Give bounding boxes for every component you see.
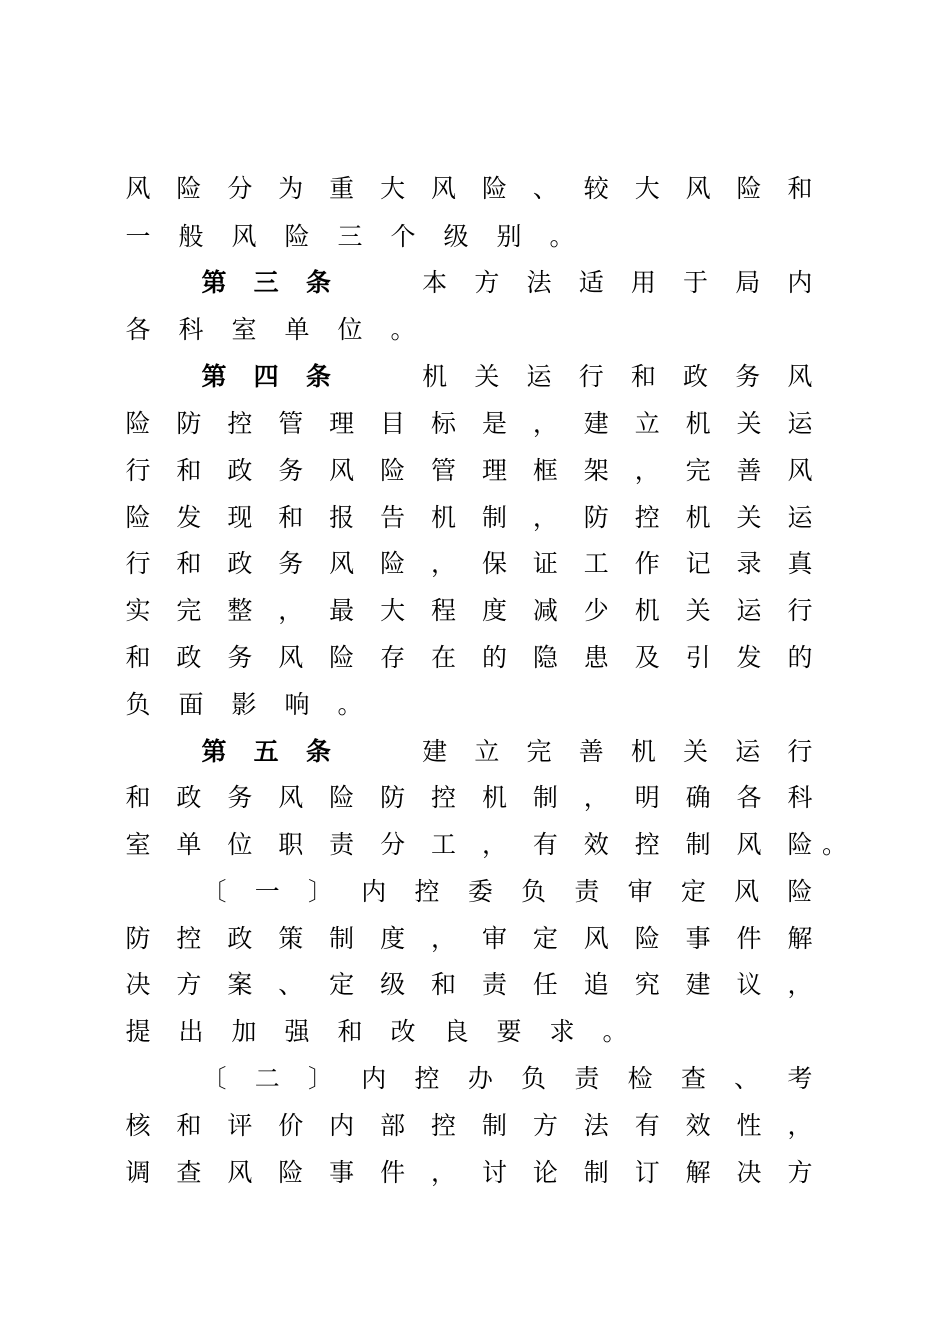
text-char: 讨 — [481, 1158, 507, 1187]
text-char: 标 — [431, 409, 457, 438]
text-char: 强 — [284, 1017, 310, 1046]
text-char: 议 — [736, 970, 762, 999]
text-char: 运 — [735, 737, 761, 766]
text-char: ， — [278, 596, 304, 625]
text-char: 和 — [176, 1111, 202, 1140]
text-char: 务 — [735, 362, 761, 391]
text-char: 较 — [583, 174, 609, 203]
text-char: 防 — [583, 503, 609, 532]
text-char: 。 — [390, 315, 416, 344]
text-char: 防 — [125, 924, 151, 953]
text-char: 政 — [227, 549, 253, 578]
text-char: 和 — [176, 456, 202, 485]
text-char: 控 — [227, 409, 253, 438]
text-char: 建 — [422, 737, 448, 766]
text-char: 事 — [685, 924, 711, 953]
text-char: 改 — [390, 1017, 416, 1046]
text-char: 制 — [481, 1111, 507, 1140]
label-gap — [357, 354, 397, 400]
article-label-char: 条 — [305, 737, 331, 766]
text-char: 险 — [329, 783, 355, 812]
text-char: 追 — [583, 970, 609, 999]
text-char: 查 — [176, 1158, 202, 1187]
text-char: 决 — [125, 970, 151, 999]
text-char: 〕 — [308, 1064, 334, 1093]
text-line — [200, 729, 814, 775]
text-char: 般 — [178, 222, 204, 251]
text-line — [124, 635, 814, 681]
text-char: 防 — [380, 783, 406, 812]
article-label-char: 第 — [201, 362, 227, 391]
text-char: 三 — [337, 222, 363, 251]
text-char: 法 — [583, 1111, 609, 1140]
text-char: 室 — [231, 315, 257, 344]
text-char: 务 — [227, 783, 253, 812]
text-char: 关 — [683, 737, 709, 766]
text-line — [124, 166, 814, 212]
text-char: 运 — [736, 596, 762, 625]
text-line — [124, 822, 814, 868]
text-char: 位 — [337, 315, 363, 344]
text-char: 少 — [583, 596, 609, 625]
text-char: 的 — [787, 643, 813, 672]
text-char: 立 — [474, 737, 500, 766]
text-char: 和 — [787, 174, 813, 203]
text-char: 有 — [634, 1111, 660, 1140]
text-char: 证 — [532, 549, 558, 578]
text-char: 政 — [176, 783, 202, 812]
text-char: 查 — [680, 1064, 706, 1093]
text-char: 二 — [254, 1064, 280, 1093]
text-char: 险 — [787, 877, 813, 906]
text-char: 善 — [578, 737, 604, 766]
text-char: 行 — [578, 362, 604, 391]
text-char: 控 — [176, 924, 202, 953]
text-char: ， — [532, 503, 558, 532]
article-label-char: 条 — [305, 362, 331, 391]
text-char: 险 — [125, 503, 151, 532]
text-char: 控 — [414, 1064, 440, 1093]
text-char: 机 — [422, 362, 448, 391]
text-char: 是 — [481, 409, 507, 438]
text-char: 案 — [227, 970, 253, 999]
text-char: 效 — [685, 1111, 711, 1140]
text-char: 制 — [532, 783, 558, 812]
text-char: 局 — [735, 268, 761, 297]
text-char: 办 — [467, 1064, 493, 1093]
text-char: 科 — [787, 783, 813, 812]
text-char: 级 — [380, 970, 406, 999]
text-char: 任 — [532, 970, 558, 999]
text-char: 录 — [736, 549, 762, 578]
text-line — [124, 214, 601, 260]
text-char: 报 — [329, 503, 355, 532]
text-char: 发 — [176, 503, 202, 532]
text-char: 在 — [431, 643, 457, 672]
text-char: 运 — [787, 409, 813, 438]
text-char: 方 — [474, 268, 500, 297]
text-char: 风 — [125, 174, 151, 203]
text-char: 险 — [380, 549, 406, 578]
text-char: 险 — [284, 222, 310, 251]
text-char: 工 — [431, 830, 457, 859]
text-char: 患 — [583, 643, 609, 672]
text-char: 求 — [549, 1017, 575, 1046]
text-char: 策 — [278, 924, 304, 953]
text-char: 险 — [176, 174, 202, 203]
text-char: 险 — [380, 456, 406, 485]
text-char: 科 — [178, 315, 204, 344]
text-char: 告 — [380, 503, 406, 532]
text-char: 面 — [178, 690, 204, 719]
text-char: 实 — [125, 596, 151, 625]
text-char: 。 — [602, 1017, 628, 1046]
text-char: ， — [431, 1158, 457, 1187]
text-char: 风 — [685, 174, 711, 203]
text-char: 风 — [583, 924, 609, 953]
text-line — [124, 916, 814, 962]
text-char: 险 — [736, 174, 762, 203]
text-char: 内 — [787, 268, 813, 297]
label-gap — [357, 260, 397, 306]
text-char: 出 — [178, 1017, 204, 1046]
text-char: 管 — [431, 456, 457, 485]
text-char: 机 — [634, 596, 660, 625]
text-char: 风 — [278, 783, 304, 812]
text-char: 制 — [481, 503, 507, 532]
label-gap — [357, 729, 397, 775]
text-char: ， — [787, 970, 813, 999]
text-char: 风 — [736, 830, 762, 859]
article-label-char: 五 — [253, 737, 279, 766]
text-char: 性 — [736, 1111, 762, 1140]
text-char: 发 — [736, 643, 762, 672]
text-char: ， — [481, 830, 507, 859]
text-line — [124, 962, 814, 1008]
text-char: 。 — [337, 690, 363, 719]
text-char: 。 — [549, 222, 575, 251]
text-char: 和 — [125, 643, 151, 672]
text-char: 制 — [685, 830, 711, 859]
text-char: 风 — [231, 222, 257, 251]
text-char: 件 — [736, 924, 762, 953]
text-char: 定 — [680, 877, 706, 906]
text-char: 最 — [329, 596, 355, 625]
text-line — [124, 307, 442, 353]
text-char: 保 — [481, 549, 507, 578]
text-char: 控 — [634, 503, 660, 532]
text-char: 度 — [380, 924, 406, 953]
text-char: 作 — [634, 549, 660, 578]
text-char: 和 — [278, 503, 304, 532]
text-char: 审 — [481, 924, 507, 953]
text-line — [200, 260, 814, 306]
text-char: 负 — [125, 690, 151, 719]
text-char: 行 — [787, 737, 813, 766]
article-label-char: 条 — [305, 268, 331, 297]
text-char: 险 — [329, 643, 355, 672]
text-char: 政 — [227, 924, 253, 953]
text-char: 风 — [734, 877, 760, 906]
text-char: 级 — [443, 222, 469, 251]
text-char: 工 — [583, 549, 609, 578]
text-char: 方 — [532, 1111, 558, 1140]
text-char: 务 — [227, 643, 253, 672]
text-char: 别 — [496, 222, 522, 251]
text-char: 行 — [125, 456, 151, 485]
text-char: 运 — [787, 503, 813, 532]
text-char: 〕 — [308, 877, 334, 906]
text-char: 管 — [278, 409, 304, 438]
text-char: 理 — [329, 409, 355, 438]
text-char: 评 — [227, 1111, 253, 1140]
text-line — [124, 401, 814, 447]
text-line — [200, 354, 814, 400]
text-char: 响 — [284, 690, 310, 719]
text-char: 立 — [634, 409, 660, 438]
text-char: 框 — [532, 456, 558, 485]
text-char: 政 — [683, 362, 709, 391]
article-label-char: 四 — [253, 362, 279, 391]
text-char: ， — [634, 456, 660, 485]
text-char: 和 — [630, 362, 656, 391]
text-char: 提 — [125, 1017, 151, 1046]
text-char: 务 — [278, 456, 304, 485]
text-char: 定 — [329, 970, 355, 999]
text-char: 分 — [380, 830, 406, 859]
text-char: 政 — [176, 643, 202, 672]
text-char: 风 — [329, 549, 355, 578]
text-char: 委 — [467, 877, 493, 906]
text-char: 内 — [361, 877, 387, 906]
text-char: 的 — [481, 643, 507, 672]
text-char: 务 — [278, 549, 304, 578]
text-char: 良 — [443, 1017, 469, 1046]
text-char: 一 — [125, 222, 151, 251]
text-line — [124, 588, 814, 634]
text-char: 险 — [278, 1158, 304, 1187]
text-char: 和 — [125, 783, 151, 812]
text-char: 关 — [736, 503, 762, 532]
text-char: 度 — [481, 596, 507, 625]
article-label-char: 第 — [201, 737, 227, 766]
text-char: 引 — [685, 643, 711, 672]
text-char: 有 — [532, 830, 558, 859]
text-char: 政 — [227, 456, 253, 485]
text-char: 现 — [227, 503, 253, 532]
text-char: 明 — [634, 783, 660, 812]
text-char: 完 — [526, 737, 552, 766]
text-char: 险 — [634, 924, 660, 953]
text-char: 职 — [278, 830, 304, 859]
text-char: 善 — [736, 456, 762, 485]
text-line — [124, 775, 814, 821]
text-char: 行 — [125, 549, 151, 578]
text-char: 风 — [278, 643, 304, 672]
text-char: 整 — [227, 596, 253, 625]
text-line — [200, 1056, 814, 1102]
text-line — [124, 448, 814, 494]
text-char: 、 — [278, 970, 304, 999]
text-char: 单 — [176, 830, 202, 859]
text-char: 和 — [176, 549, 202, 578]
text-char: 各 — [736, 783, 762, 812]
text-char: 室 — [125, 830, 151, 859]
text-char: 方 — [787, 1158, 813, 1187]
text-line — [124, 495, 814, 541]
text-char: 运 — [526, 362, 552, 391]
text-char: 机 — [630, 737, 656, 766]
article-label-char: 三 — [253, 268, 279, 297]
text-char: 责 — [481, 970, 507, 999]
text-char: 〔 — [201, 1064, 227, 1093]
text-char: 机 — [685, 409, 711, 438]
text-char: 法 — [526, 268, 552, 297]
text-char: 调 — [125, 1158, 151, 1187]
text-char: 存 — [380, 643, 406, 672]
text-char: 价 — [278, 1111, 304, 1140]
text-char: 风 — [787, 362, 813, 391]
text-char: 程 — [431, 596, 457, 625]
text-char: 定 — [532, 924, 558, 953]
text-char: 控 — [634, 830, 660, 859]
text-char: 一 — [254, 877, 280, 906]
text-char: 真 — [787, 549, 813, 578]
text-char: 、 — [532, 174, 558, 203]
text-char: 效 — [583, 830, 609, 859]
text-line — [124, 541, 814, 587]
text-char: 减 — [532, 596, 558, 625]
text-char: 目 — [380, 409, 406, 438]
text-char: 解 — [787, 924, 813, 953]
text-char: 审 — [627, 877, 653, 906]
text-char: 分 — [227, 174, 253, 203]
text-char: 风 — [787, 456, 813, 485]
text-char: 责 — [574, 877, 600, 906]
text-char: 关 — [474, 362, 500, 391]
text-char: 责 — [574, 1064, 600, 1093]
text-char: 机 — [685, 503, 711, 532]
text-char: 大 — [380, 174, 406, 203]
text-char: 关 — [736, 409, 762, 438]
text-char: ， — [787, 1111, 813, 1140]
text-char: 重 — [329, 174, 355, 203]
text-line — [200, 869, 814, 915]
text-char: 控 — [414, 877, 440, 906]
text-line — [124, 682, 389, 728]
text-line — [124, 1009, 654, 1055]
text-char: 加 — [231, 1017, 257, 1046]
text-char: 风 — [227, 1158, 253, 1187]
text-char: 险 — [787, 830, 813, 859]
text-char: 责 — [329, 830, 355, 859]
text-char: 订 — [634, 1158, 660, 1187]
article-label-char: 第 — [201, 268, 227, 297]
text-char: 机 — [481, 783, 507, 812]
text-char: 论 — [532, 1158, 558, 1187]
text-char: 〔 — [201, 877, 227, 906]
text-char: 适 — [578, 268, 604, 297]
text-char: 内 — [329, 1111, 355, 1140]
text-char: 本 — [422, 268, 448, 297]
text-char: 要 — [496, 1017, 522, 1046]
text-char: 事 — [329, 1158, 355, 1187]
text-char: ， — [583, 783, 609, 812]
text-char: 决 — [736, 1158, 762, 1187]
text-char: 解 — [685, 1158, 711, 1187]
text-char: ， — [532, 409, 558, 438]
text-char: 检 — [627, 1064, 653, 1093]
text-line — [124, 1103, 814, 1149]
text-char: 为 — [278, 174, 304, 203]
text-char: 防 — [176, 409, 202, 438]
text-char: 建 — [583, 409, 609, 438]
text-char: 风 — [329, 456, 355, 485]
text-line — [124, 1150, 814, 1196]
text-char: 于 — [683, 268, 709, 297]
text-char: 险 — [481, 174, 507, 203]
text-char: 究 — [634, 970, 660, 999]
text-char: 行 — [787, 596, 813, 625]
text-char: 件 — [380, 1158, 406, 1187]
text-char: 位 — [227, 830, 253, 859]
text-char: 核 — [125, 1111, 151, 1140]
text-char: 和 — [337, 1017, 363, 1046]
text-char: 控 — [431, 783, 457, 812]
text-char: 风 — [431, 174, 457, 203]
text-char: 方 — [176, 970, 202, 999]
text-char: 制 — [329, 924, 355, 953]
text-char: 大 — [380, 596, 406, 625]
overflow-punct: 。 — [822, 830, 848, 859]
text-char: 关 — [685, 596, 711, 625]
text-char: 个 — [390, 222, 416, 251]
text-char: 部 — [380, 1111, 406, 1140]
text-char: 和 — [431, 970, 457, 999]
text-char: 架 — [583, 456, 609, 485]
text-char: 险 — [125, 409, 151, 438]
text-char: 单 — [284, 315, 310, 344]
text-char: 大 — [634, 174, 660, 203]
text-char: 制 — [583, 1158, 609, 1187]
text-char: 、 — [734, 1064, 760, 1093]
text-char: 记 — [685, 549, 711, 578]
text-char: 内 — [361, 1064, 387, 1093]
text-char: 机 — [431, 503, 457, 532]
text-char: 及 — [634, 643, 660, 672]
text-char: 影 — [231, 690, 257, 719]
text-char: 完 — [176, 596, 202, 625]
text-char: 各 — [125, 315, 151, 344]
text-char: ， — [431, 549, 457, 578]
text-char: 完 — [685, 456, 711, 485]
text-char: ， — [431, 924, 457, 953]
text-char: 负 — [521, 1064, 547, 1093]
text-char: 控 — [431, 1111, 457, 1140]
text-char: 考 — [787, 1064, 813, 1093]
text-char: 隐 — [532, 643, 558, 672]
text-char: 负 — [521, 877, 547, 906]
text-char: 用 — [630, 268, 656, 297]
text-char: 建 — [685, 970, 711, 999]
text-char: 理 — [481, 456, 507, 485]
text-char: 确 — [685, 783, 711, 812]
